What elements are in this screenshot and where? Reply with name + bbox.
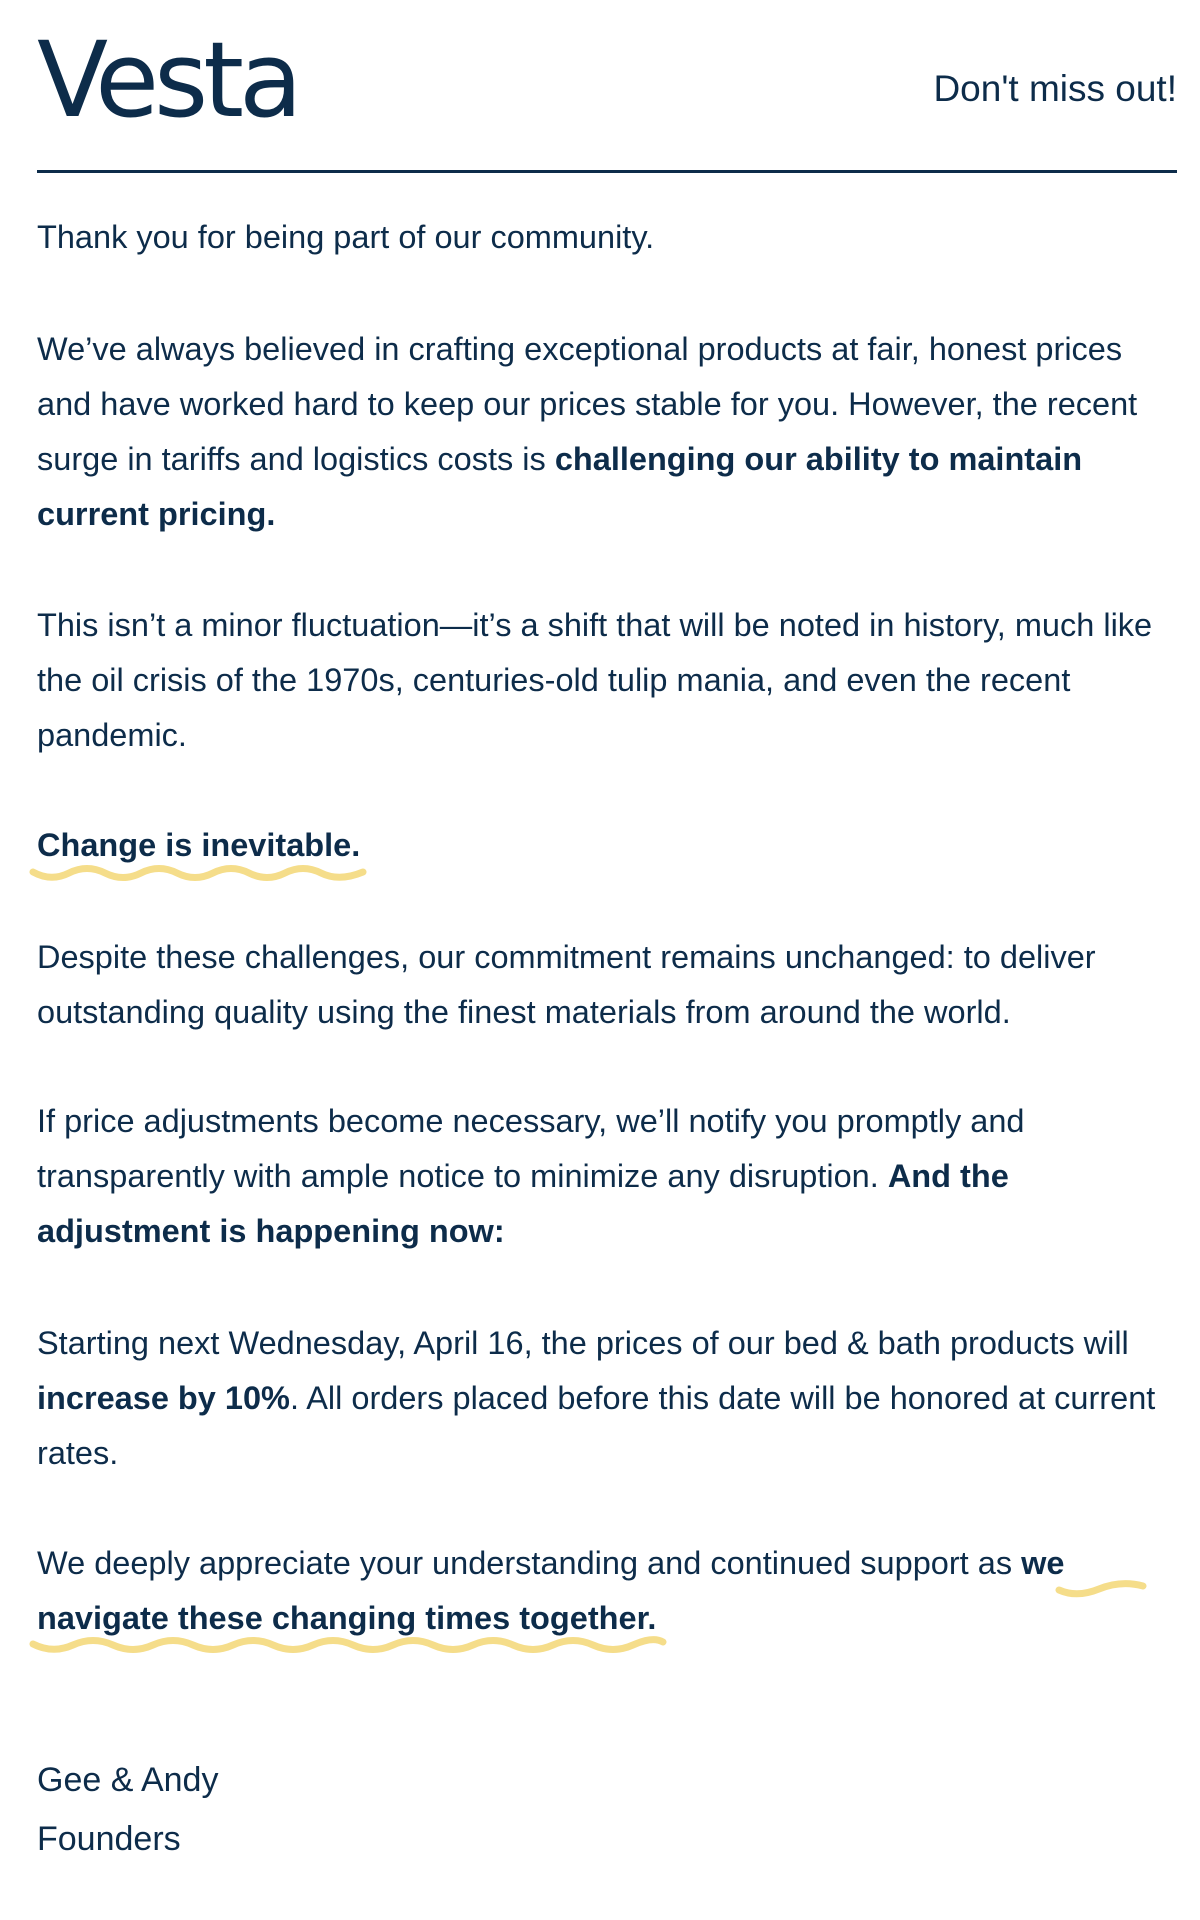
paragraph-adjustments-emphasis: And the adjustment is happening now:: [37, 1158, 1009, 1249]
paragraph-increase-text: Starting next Wednesday, April 16, the prices of our bed & bath products will: [37, 1325, 1129, 1361]
paragraph-history: [37, 598, 1177, 763]
signature-names: Gee & Andy: [37, 1761, 219, 1799]
header-divider: [37, 170, 1177, 173]
paragraph-pricing: [37, 322, 1177, 542]
email-header: [37, 0, 1177, 172]
paragraph-commitment: [37, 930, 1177, 1040]
paragraph-change: [37, 818, 1177, 873]
paragraph-thanks: [37, 210, 1177, 265]
change-headline: Change is inevitable.: [37, 827, 361, 863]
paragraph-appreciation-emphasis: we navigate these changing times together.: [37, 1545, 1065, 1636]
paragraph-pricing-text: We’ve always believed in crafting exceptional products at fair, honest prices and have worked hard to keep our prices stable for you. However, the recent surge in tariffs and logistics costs is: [37, 331, 1138, 477]
paragraph-commitment-text: Despite these challenges, our commitment remains unchanged: to deliver outstanding quality using the finest materials from around the world.: [37, 939, 1096, 1030]
paragraph-adjustments-text: If price adjustments become necessary, we’ll notify you promptly and transparently with ample notice to minimize any disruption.: [37, 1103, 1025, 1194]
vesta-logo[interactable]: Vesta: [37, 19, 298, 141]
paragraph-increase-tail: . All orders placed before this date will be honored at current rates.: [37, 1380, 1156, 1471]
signature-title: Founders: [37, 1820, 181, 1858]
email-body: [37, 0, 1177, 1858]
paragraph-appreciation-text: We deeply appreciate your understanding and continued support as: [37, 1545, 1022, 1581]
increase-amount: increase by 10%: [37, 1380, 290, 1416]
paragraph-adjustments: [37, 1094, 1177, 1259]
paragraph-thanks-text: Thank you for being part of our community.: [37, 219, 655, 255]
paragraph-increase: [37, 1316, 1177, 1481]
header-tagline: Don't miss out!: [933, 68, 1177, 109]
paragraph-pricing-emphasis: challenging our ability to maintain current pricing.: [37, 441, 1083, 532]
paragraph-history-text: This isn’t a minor fluctuation—it’s a shift that will be noted in history, much like the oil crisis of the 1970s, centuries-old tulip mania, and even the recent pandemic.: [37, 607, 1153, 753]
paragraph-appreciation: [37, 1536, 1177, 1646]
